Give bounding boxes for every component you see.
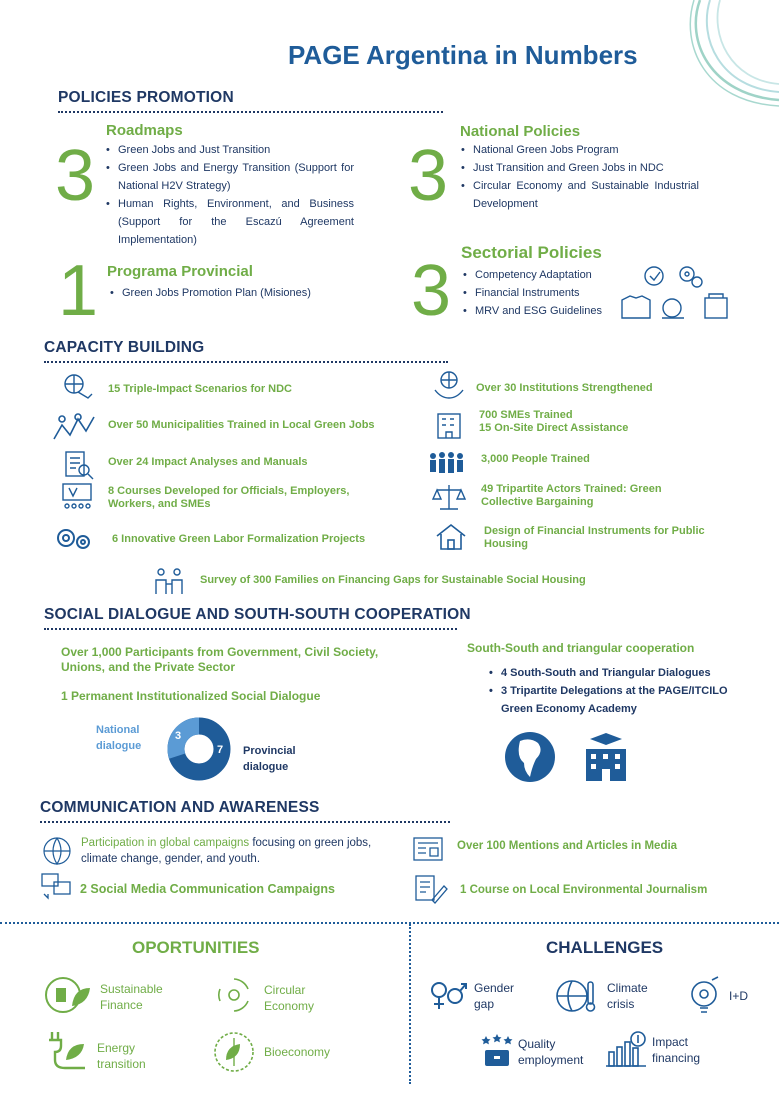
globe-africa-icon bbox=[500, 729, 560, 785]
list-item: • Human Rights, Environment, and Business (Support for the Escazú Agreement Implementation) bbox=[118, 195, 354, 249]
divider bbox=[44, 361, 448, 363]
analysis-icon bbox=[62, 450, 96, 480]
circular-economy-icon bbox=[214, 975, 254, 1015]
list-item: • Green Jobs and Just Transition bbox=[118, 141, 354, 159]
gender-icon bbox=[428, 978, 468, 1014]
list-item: • MRV and ESG Guidelines bbox=[475, 302, 635, 320]
capacity-heading: CAPACITY BUILDING bbox=[44, 339, 205, 356]
capacity-left-0: 15 Triple-Impact Scenarios for NDC bbox=[108, 383, 292, 395]
global-campaigns-rest: focusing on green jobs, climate change, gender, and youth. bbox=[81, 837, 372, 865]
list-item: • 4 South-South and Triangular Dialogues bbox=[501, 664, 761, 682]
academy-building-icon bbox=[580, 731, 632, 783]
journalism-icon bbox=[414, 874, 448, 904]
list-item: • Green Jobs and Energy Transition (Support for National H2V Strategy) bbox=[118, 159, 354, 195]
communication-heading: COMMUNICATION AND AWARENESS bbox=[40, 799, 320, 816]
capacity-right-1: 700 SMEs Trained 15 On-Site Direct Assistance bbox=[479, 409, 629, 434]
provincial-list bbox=[108, 284, 362, 302]
scenario-icon bbox=[60, 372, 94, 402]
divider bbox=[58, 111, 443, 113]
capacity-bottom: Survey of 300 Families on Financing Gaps for Sustainable Social Housing bbox=[200, 574, 586, 586]
sectorial-list bbox=[461, 266, 635, 320]
capacity-right-2: 3,000 People Trained bbox=[481, 453, 590, 465]
financing-icon bbox=[604, 1030, 648, 1068]
opportunity-label: Circular Economy bbox=[264, 983, 315, 1013]
challenges-heading: CHALLENGES bbox=[546, 938, 664, 957]
challenge-label: Quality employment bbox=[518, 1037, 584, 1067]
national-dialogue-label: National dialogue bbox=[96, 724, 142, 752]
opportunity-label: Bioeconomy bbox=[264, 1045, 331, 1059]
capacity-left-2: Over 24 Impact Analyses and Manuals bbox=[108, 456, 308, 468]
donut-provincial-value: 7 bbox=[217, 744, 224, 756]
roadmaps-number: 3 bbox=[55, 136, 96, 216]
employment-icon bbox=[480, 1034, 514, 1068]
dialogue-donut-chart bbox=[167, 717, 231, 781]
newspaper-icon bbox=[412, 834, 446, 864]
courses-icon bbox=[60, 482, 94, 512]
participants-text: Over 1,000 Participants from Government, Civil Society, Unions, and the Private Sector bbox=[61, 645, 379, 674]
global-campaigns-text bbox=[81, 835, 381, 867]
opportunities-heading: OPORTUNITIES bbox=[132, 938, 260, 957]
list-item: • National Green Jobs Program bbox=[473, 141, 699, 159]
journalism-course-text: 1 Course on Local Environmental Journalism bbox=[460, 884, 708, 896]
sustainable-finance-icon bbox=[44, 976, 92, 1014]
challenge-label: Impact financing bbox=[652, 1035, 701, 1065]
provincial-number: 1 bbox=[58, 251, 99, 331]
capacity-left-3: 8 Courses Developed for Officials, Employers, Workers, and SMEs bbox=[108, 485, 350, 510]
opportunity-label: Sustainable Finance bbox=[100, 982, 163, 1012]
climate-icon bbox=[554, 976, 598, 1016]
roadmaps-list bbox=[104, 141, 354, 249]
housing-icon bbox=[434, 522, 468, 552]
list-item: • Green Jobs Promotion Plan (Misiones) bbox=[122, 284, 362, 302]
challenge-label: Climate crisis bbox=[607, 981, 648, 1011]
south-south-title: South-South and triangular cooperation bbox=[467, 641, 695, 655]
capacity-left-4: 6 Innovative Green Labor Formalization Projects bbox=[112, 533, 366, 545]
section-divider bbox=[0, 922, 779, 924]
capacity-right-4: Design of Financial Instruments for Public Housing bbox=[484, 525, 705, 550]
list-item: • Competency Adaptation bbox=[475, 266, 635, 284]
list-item: • Financial Instruments bbox=[475, 284, 635, 302]
permanent-dialogue-text: 1 Permanent Institutionalized Social Dialogue bbox=[61, 689, 321, 703]
policies-heading: POLICIES PROMOTION bbox=[58, 89, 234, 106]
divider bbox=[44, 628, 457, 630]
decorative-swirl bbox=[680, 0, 779, 110]
sectorial-title: Sectorial Policies bbox=[461, 243, 602, 262]
challenge-label: Gender gap bbox=[474, 981, 515, 1011]
global-campaigns-highlight: Participation in global campaigns bbox=[81, 837, 250, 849]
capacity-left-1: Over 50 Municipalities Trained in Local Green Jobs bbox=[108, 419, 375, 431]
challenge-label: I+D bbox=[729, 989, 749, 1003]
sectorial-number: 3 bbox=[411, 251, 452, 331]
municipalities-icon bbox=[52, 411, 96, 441]
people-icon bbox=[428, 448, 468, 478]
social-media-icon bbox=[40, 872, 74, 902]
bioeconomy-icon bbox=[212, 1030, 256, 1074]
list-item: • Circular Economy and Sustainable Industrial Development bbox=[473, 177, 699, 213]
opportunity-label: Energy transition bbox=[97, 1041, 146, 1071]
capacity-right-3: 49 Tripartite Actors Trained: Green Collective Bargaining bbox=[481, 483, 662, 508]
national-number: 3 bbox=[408, 136, 449, 216]
list-item: • Just Transition and Green Jobs in NDC bbox=[473, 159, 699, 177]
global-campaign-icon bbox=[42, 836, 76, 866]
divider bbox=[40, 821, 450, 823]
south-south-list bbox=[487, 664, 761, 718]
sectorial-icons bbox=[617, 262, 732, 324]
smes-icon bbox=[432, 410, 466, 440]
donut-national-value: 3 bbox=[175, 730, 182, 742]
social-media-text: 2 Social Media Communication Campaigns bbox=[80, 882, 335, 896]
institutions-icon bbox=[432, 370, 466, 400]
energy-transition-icon bbox=[44, 1030, 88, 1072]
national-title: National Policies bbox=[460, 123, 581, 140]
innovation-icon bbox=[686, 976, 724, 1016]
scales-icon bbox=[432, 482, 466, 512]
gears-icon bbox=[54, 524, 94, 554]
provincial-title: Programa Provincial bbox=[107, 263, 253, 280]
social-heading: SOCIAL DIALOGUE AND SOUTH-SOUTH COOPERATION bbox=[44, 606, 471, 623]
capacity-right-0: Over 30 Institutions Strengthened bbox=[476, 382, 653, 394]
national-list bbox=[459, 141, 699, 213]
list-item: • 3 Tripartite Delegations at the PAGE/ITCILO Green Economy Academy bbox=[501, 682, 761, 718]
page-title: PAGE Argentina in Numbers bbox=[288, 40, 638, 70]
roadmaps-title: Roadmaps bbox=[106, 122, 183, 139]
media-mentions-text: Over 100 Mentions and Articles in Media bbox=[457, 840, 678, 852]
column-divider bbox=[409, 924, 411, 1084]
provincial-dialogue-label: Provincial dialogue bbox=[243, 745, 296, 773]
families-icon bbox=[152, 566, 186, 596]
